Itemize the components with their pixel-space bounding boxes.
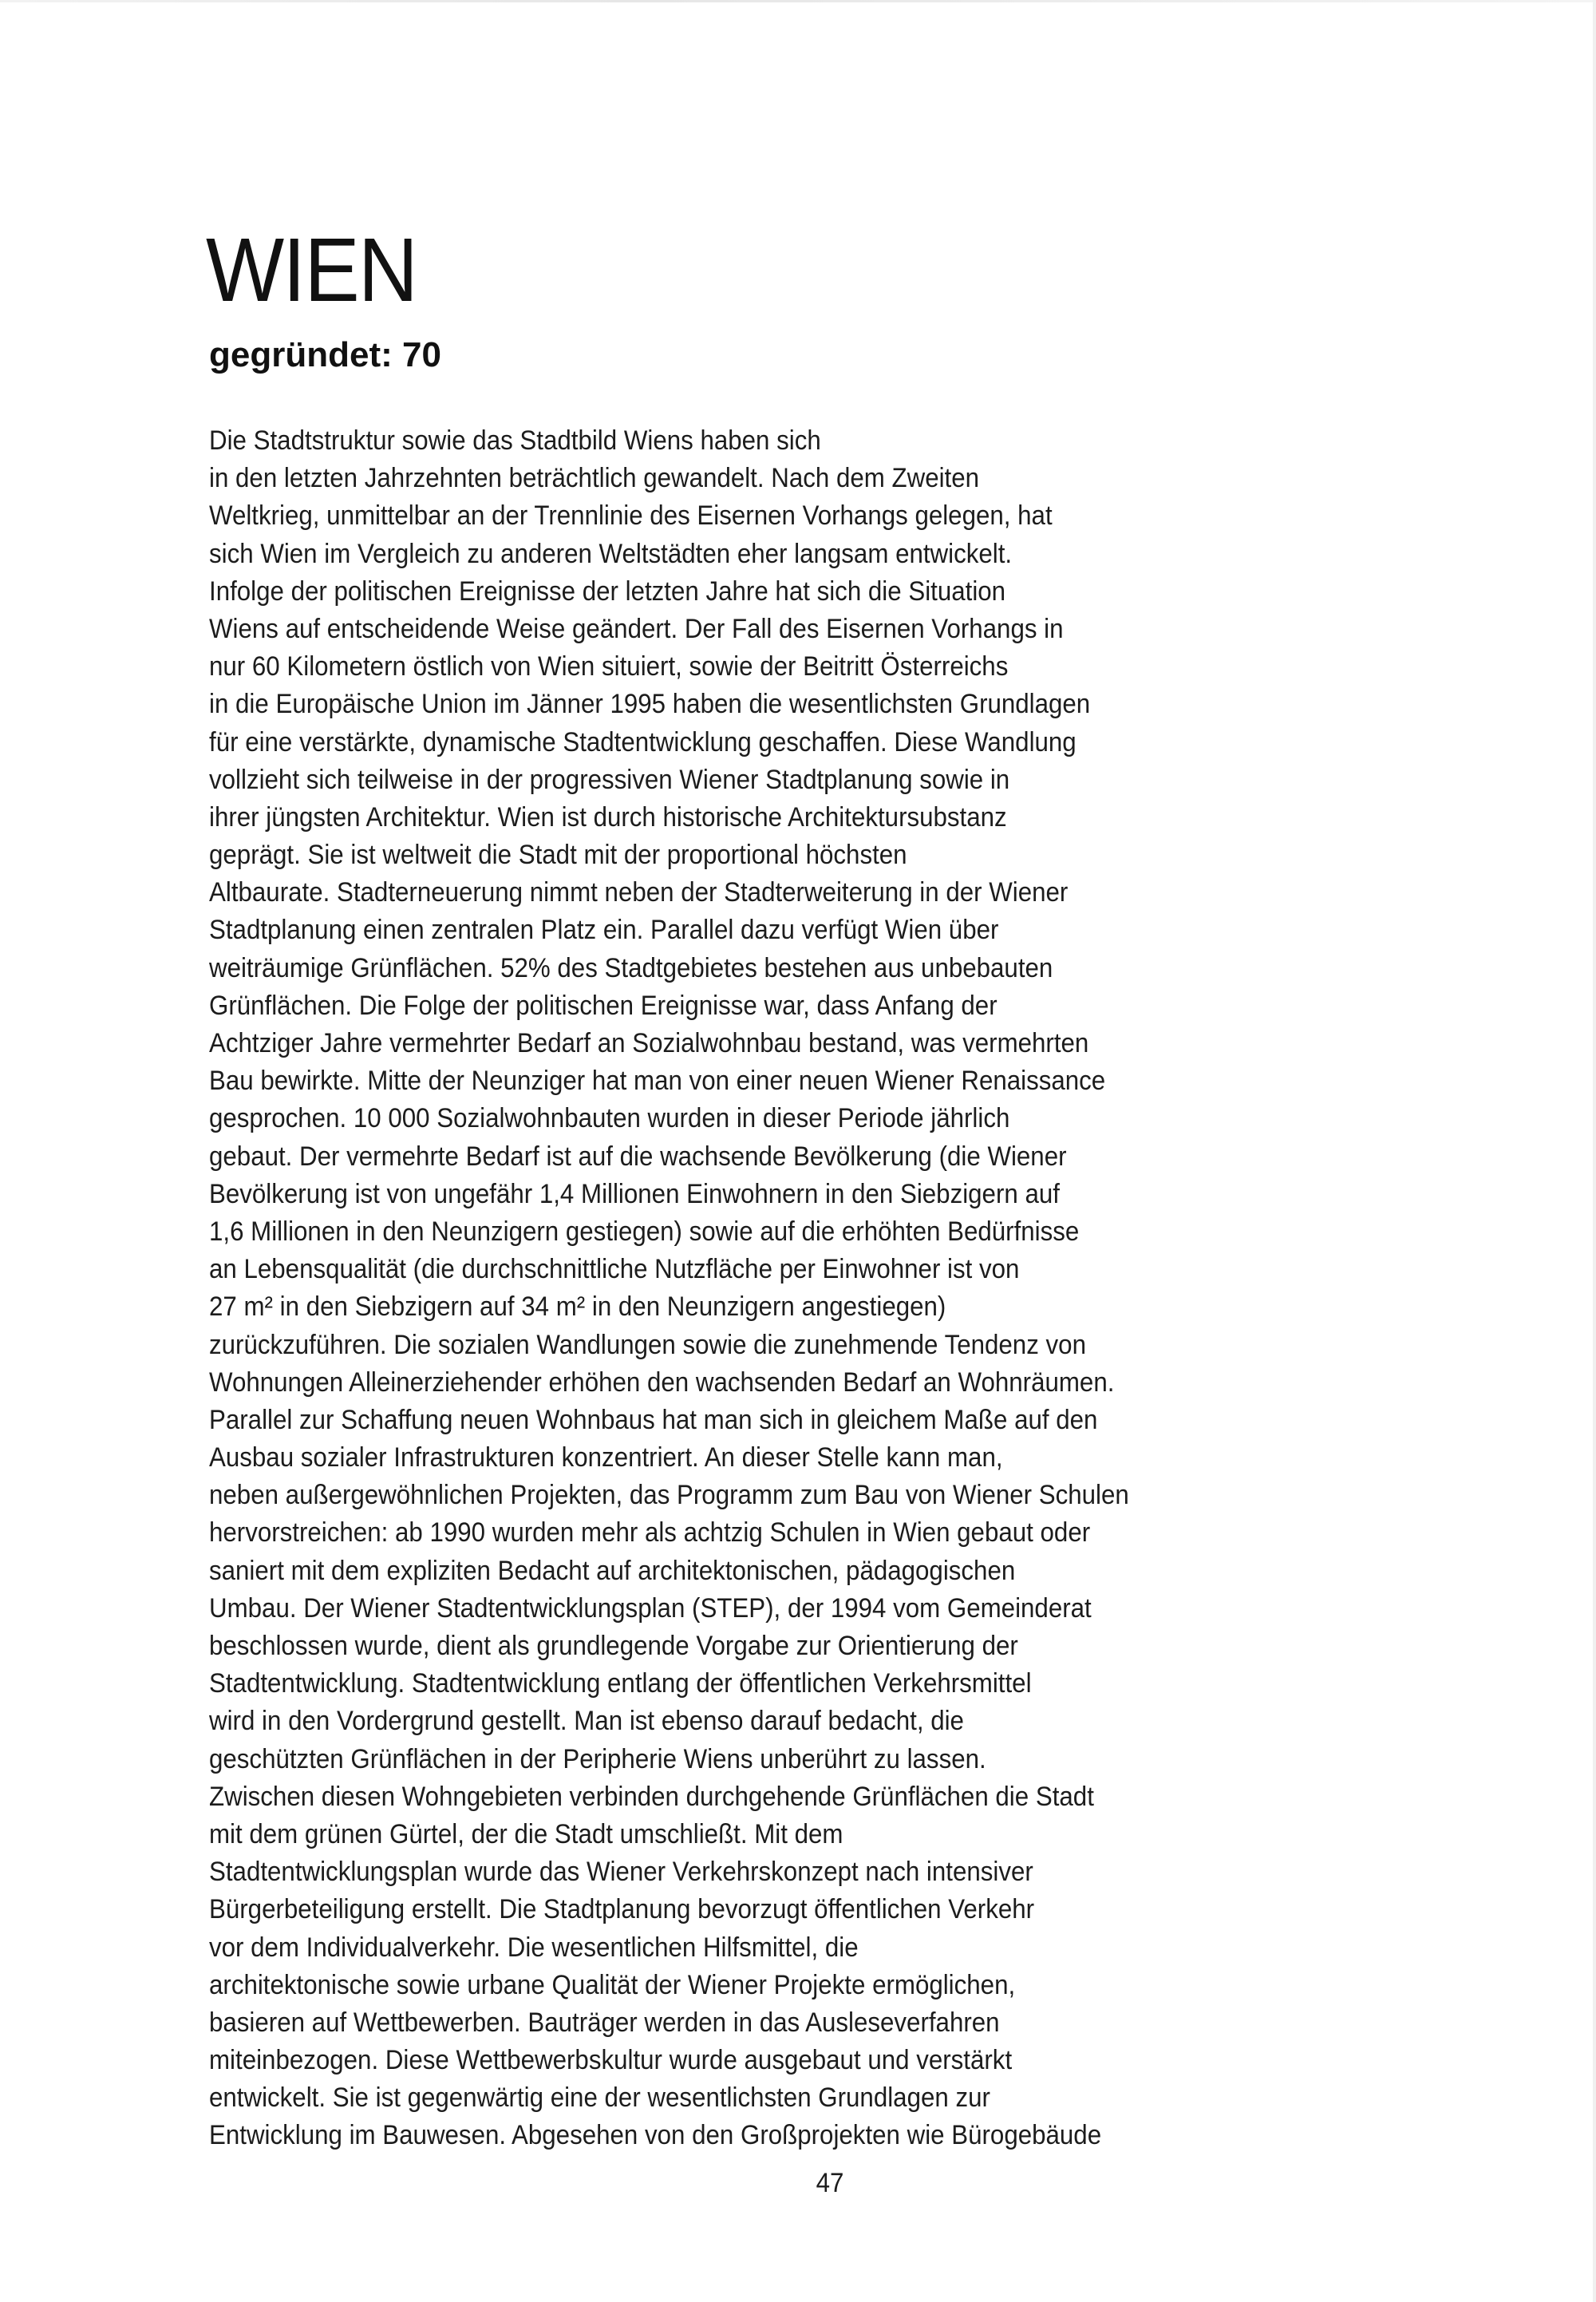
text-line: Achtziger Jahre vermehrter Bedarf an Sozialwohnbau bestand, was vermehrten (209, 1028, 1089, 1058)
text-line: Entwicklung im Bauwesen. Abgesehen von den Großprojekten wie Bürogebäude (209, 2120, 1102, 2151)
text-line: Weltkrieg, unmittelbar an der Trennlinie des Eisernen Vorhangs gelegen, hat (209, 500, 1053, 532)
text-line: Bevölkerung ist von ungefähr 1,4 Millionen Einwohnern in den Siebzigern auf (209, 1178, 1060, 1209)
text-line: Stadtentwicklung. Stadtentwicklung entlang der öffentlichen Verkehrsmittel (209, 1668, 1032, 1699)
page-subtitle: gegründet: 70 (209, 335, 441, 374)
text-line: architektonische sowie urbane Qualität der Wiener Projekte ermöglichen, (209, 1969, 1016, 2000)
text-line: Grünflächen. Die Folge der politischen Ereignisse war, dass Anfang der (209, 990, 998, 1021)
text-line: Altbaurate. Stadterneuerung nimmt neben der Stadterweiterung in der Wiener (209, 877, 1069, 908)
text-line: gebaut. Der vermehrte Bedarf ist auf die wachsende Bevölkerung (die Wiener (209, 1141, 1067, 1172)
text-line: Stadtentwicklungsplan wurde das Wiener Verkehrskonzept nach intensiver (209, 1857, 1033, 1888)
text-line: gesprochen. 10 000 Sozialwohnbauten wurden in dieser Periode jährlich (209, 1103, 1010, 1134)
text-line: entwickelt. Sie ist gegenwärtig eine der wesentlichsten Grundlagen zur (209, 2082, 990, 2114)
text-line: mit dem grünen Gürtel, der die Stadt umschließt. Mit dem (209, 1818, 843, 1849)
text-line: vor dem Individualverkehr. Die wesentlichen Hilfsmittel, die (209, 1932, 859, 1963)
text-line: an Lebensqualität (die durchschnittliche Nutzfläche per Einwohner ist von (209, 1254, 1020, 1285)
text-line: 1,6 Millionen in den Neunzigern gestiegen) sowie auf die erhöhten Bedürfnisse (209, 1216, 1080, 1247)
text-line: beschlossen wurde, dient als grundlegende Vorgabe zur Orientierung der (209, 1631, 1018, 1661)
text-line: basieren auf Wettbewerben. Bauträger werden in das Ausleseverfahren (209, 2007, 1000, 2038)
text-line: Zwischen diesen Wohngebieten verbinden durchgehende Grünflächen die Stadt (209, 1781, 1094, 1812)
text-line: Ausbau sozialer Infrastrukturen konzentriert. An dieser Stelle kann man, (209, 1442, 1003, 1473)
text-line: ihrer jüngsten Architektur. Wien ist durch historische Architektursubstanz (209, 801, 1007, 833)
text-line: Umbau. Der Wiener Stadtentwicklungsplan (STEP), der 1994 vom Gemeinderat (209, 1592, 1092, 1624)
text-line: nur 60 Kilometern östlich von Wien situiert, sowie der Beitritt Österreichs (209, 651, 1009, 682)
page-number: 47 (816, 2168, 844, 2198)
text-line: geschützten Grünflächen in der Peripherie Wiens unberührt zu lassen. (209, 1743, 986, 1774)
text-line: Wohnungen Alleinerziehender erhöhen den wachsenden Bedarf an Wohnräumen. (209, 1367, 1115, 1398)
text-line: wird in den Vordergrund gestellt. Man ist ebenso darauf bedacht, die (209, 1706, 964, 1737)
text-line: sich Wien im Vergleich zu anderen Weltstädten eher langsam entwickelt. (209, 538, 1013, 569)
text-line: hervorstreichen: ab 1990 wurden mehr als achtzig Schulen in Wien gebaut oder (209, 1517, 1091, 1549)
text-line: weiträumige Grünflächen. 52% des Stadtgebietes bestehen aus unbebauten (209, 952, 1053, 983)
text-line: Bau bewirkte. Mitte der Neunziger hat man von einer neuen Wiener Renaissance (209, 1066, 1106, 1097)
scan-edge-right (1593, 0, 1596, 2302)
text-line: vollzieht sich teilweise in der progressiven Wiener Stadtplanung sowie in (209, 764, 1010, 795)
page-title: WIEN (206, 220, 417, 320)
text-line: zurückzuführen. Die sozialen Wandlungen sowie die zunehmende Tendenz von (209, 1329, 1086, 1360)
text-line: Parallel zur Schaffung neuen Wohnbaus hat man sich in gleichem Maße auf den (209, 1404, 1098, 1435)
text-line: geprägt. Sie ist weltweit die Stadt mit der proportional höchsten (209, 840, 907, 871)
text-line: in die Europäische Union im Jänner 1995 haben die wesentlichsten Grundlagen (209, 689, 1091, 720)
text-line: Bürgerbeteiligung erstellt. Die Stadtplanung bevorzugt öffentlichen Verkehr (209, 1894, 1035, 1925)
text-line: Wiens auf entscheidende Weise geändert. Der Fall des Eisernen Vorhangs in (209, 613, 1064, 644)
text-line: für eine verstärkte, dynamische Stadtentwicklung geschaffen. Diese Wandlung (209, 726, 1077, 757)
scan-edge-top (0, 0, 1596, 2)
text-line: neben außergewöhnlichen Projekten, das Programm zum Bau von Wiener Schulen (209, 1480, 1129, 1511)
text-line: Die Stadtstruktur sowie das Stadtbild Wiens haben sich (209, 425, 821, 456)
text-line: miteinbezogen. Diese Wettbewerbskultur wurde ausgebaut und verstärkt (209, 2045, 1013, 2076)
text-line: saniert mit dem expliziten Bedacht auf architektonischen, pädagogischen (209, 1555, 1016, 1586)
body-paragraph (209, 422, 1246, 2155)
text-line: in den letzten Jahrzehnten beträchtlich gewandelt. Nach dem Zweiten (209, 463, 980, 494)
text-line: Infolge der politischen Ereignisse der letzten Jahre hat sich die Situation (209, 576, 1006, 607)
text-line: Stadtplanung einen zentralen Platz ein. Parallel dazu verfügt Wien über (209, 915, 999, 946)
text-line: 27 m² in den Siebzigern auf 34 m² in den Neunzigern angestiegen) (209, 1291, 946, 1323)
